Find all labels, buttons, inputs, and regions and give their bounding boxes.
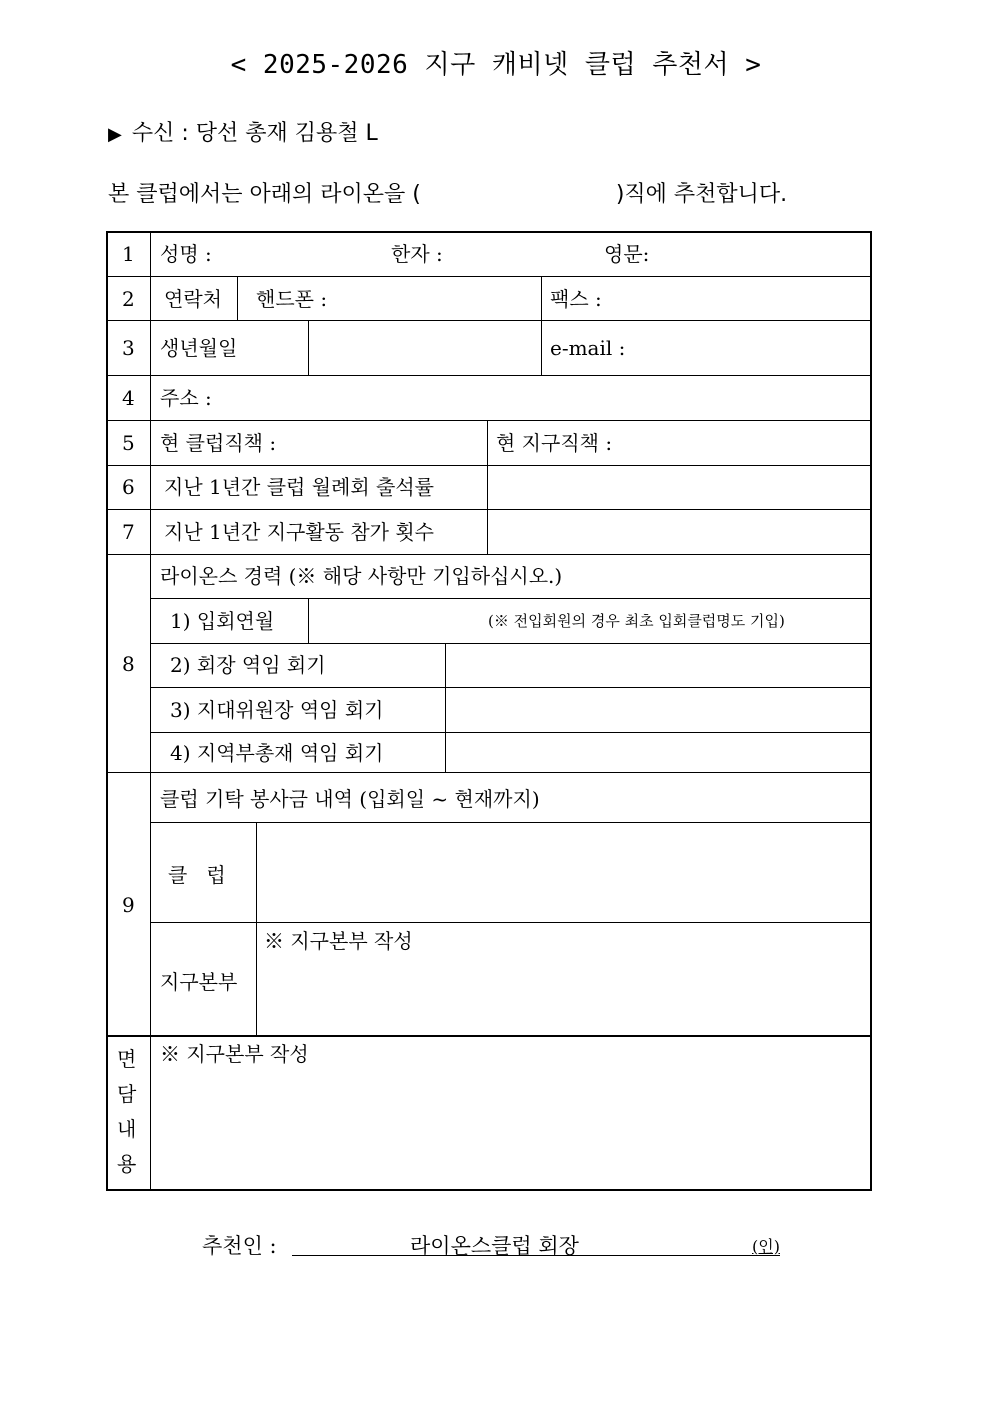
seal-mark: (인) — [752, 1237, 780, 1256]
row-4-number: 4 — [122, 386, 135, 410]
row-1-number: 1 — [122, 242, 135, 266]
career-item-join-date: 1) 입회연월 — [170, 609, 275, 633]
row-8-number: 8 — [122, 652, 135, 676]
arrow-icon: ▶ — [108, 124, 122, 145]
interview-char-4: 용 — [117, 1152, 137, 1176]
recipient-label: 수신 : — [131, 121, 196, 146]
page-title: < 2025-2026 지구 캐비넷 클럽 추천서 > — [230, 50, 762, 80]
recipient-value: 당선 총재 김용철 L — [195, 121, 378, 146]
row-9-number: 9 — [122, 893, 135, 917]
interview-char-2: 담 — [117, 1082, 137, 1106]
intro-after: )직에 추천합니다. — [615, 182, 788, 207]
district-hq-note: ※ 지구본부 작성 — [264, 929, 413, 953]
career-item-president: 2) 회장 역임 회기 — [170, 653, 326, 677]
transfer-note: (※ 전입회원의 경우 최초 입회클럽명도 기입) — [488, 612, 785, 630]
intro-before: 본 클럽에서는 아래의 라이온을 ( — [108, 182, 421, 207]
interview-note: ※ 지구본부 작성 — [160, 1042, 309, 1066]
hanja-label: 한자 : — [391, 242, 443, 266]
name-label: 성명 : — [160, 242, 212, 266]
interview-char-1: 면 — [117, 1047, 137, 1071]
donation-club-label: 클 럽 — [168, 863, 226, 887]
district-position-label: 현 지구직책 : — [496, 431, 613, 455]
birthdate-label: 생년월일 — [160, 336, 238, 360]
career-item-region-vice: 4) 지역부총재 역임 회기 — [170, 741, 384, 765]
row-5-number: 5 — [122, 431, 135, 455]
career-item-zone-chair: 3) 지대위원장 역임 회기 — [170, 698, 384, 722]
row-6-number: 6 — [122, 475, 135, 499]
row-7-number: 7 — [122, 520, 135, 544]
district-activity-label: 지난 1년간 지구활동 참가 횟수 — [164, 520, 434, 544]
intro-sentence — [108, 177, 787, 208]
recommendation-form-table — [106, 231, 872, 1191]
club-position-label: 현 클럽직책 : — [160, 431, 277, 455]
address-label: 주소 : — [160, 386, 212, 410]
donation-history-header: 클럽 기탁 봉사금 내역 (입회일 ~ 현재까지) — [160, 787, 540, 811]
lions-career-header: 라이온스 경력 (※ 해당 사항만 기입하십시오.) — [160, 564, 563, 588]
interview-char-3: 내 — [117, 1117, 137, 1141]
attendance-label: 지난 1년간 클럽 월례회 출석률 — [164, 475, 434, 499]
club-president-label: 라이온스클럽 회장 — [410, 1234, 579, 1258]
mobile-label: 핸드폰 : — [256, 287, 328, 311]
donation-district-label: 지구본부 — [160, 970, 238, 994]
recommender-label: 추천인 : — [202, 1234, 277, 1258]
fax-label: 팩스 : — [550, 287, 602, 311]
contact-label: 연락처 — [164, 287, 222, 311]
email-label: e-mail : — [550, 336, 626, 360]
row-3-number: 3 — [122, 336, 135, 360]
row-2-number: 2 — [122, 287, 135, 311]
english-name-label: 영문: — [604, 242, 650, 266]
recipient-line — [108, 116, 378, 147]
